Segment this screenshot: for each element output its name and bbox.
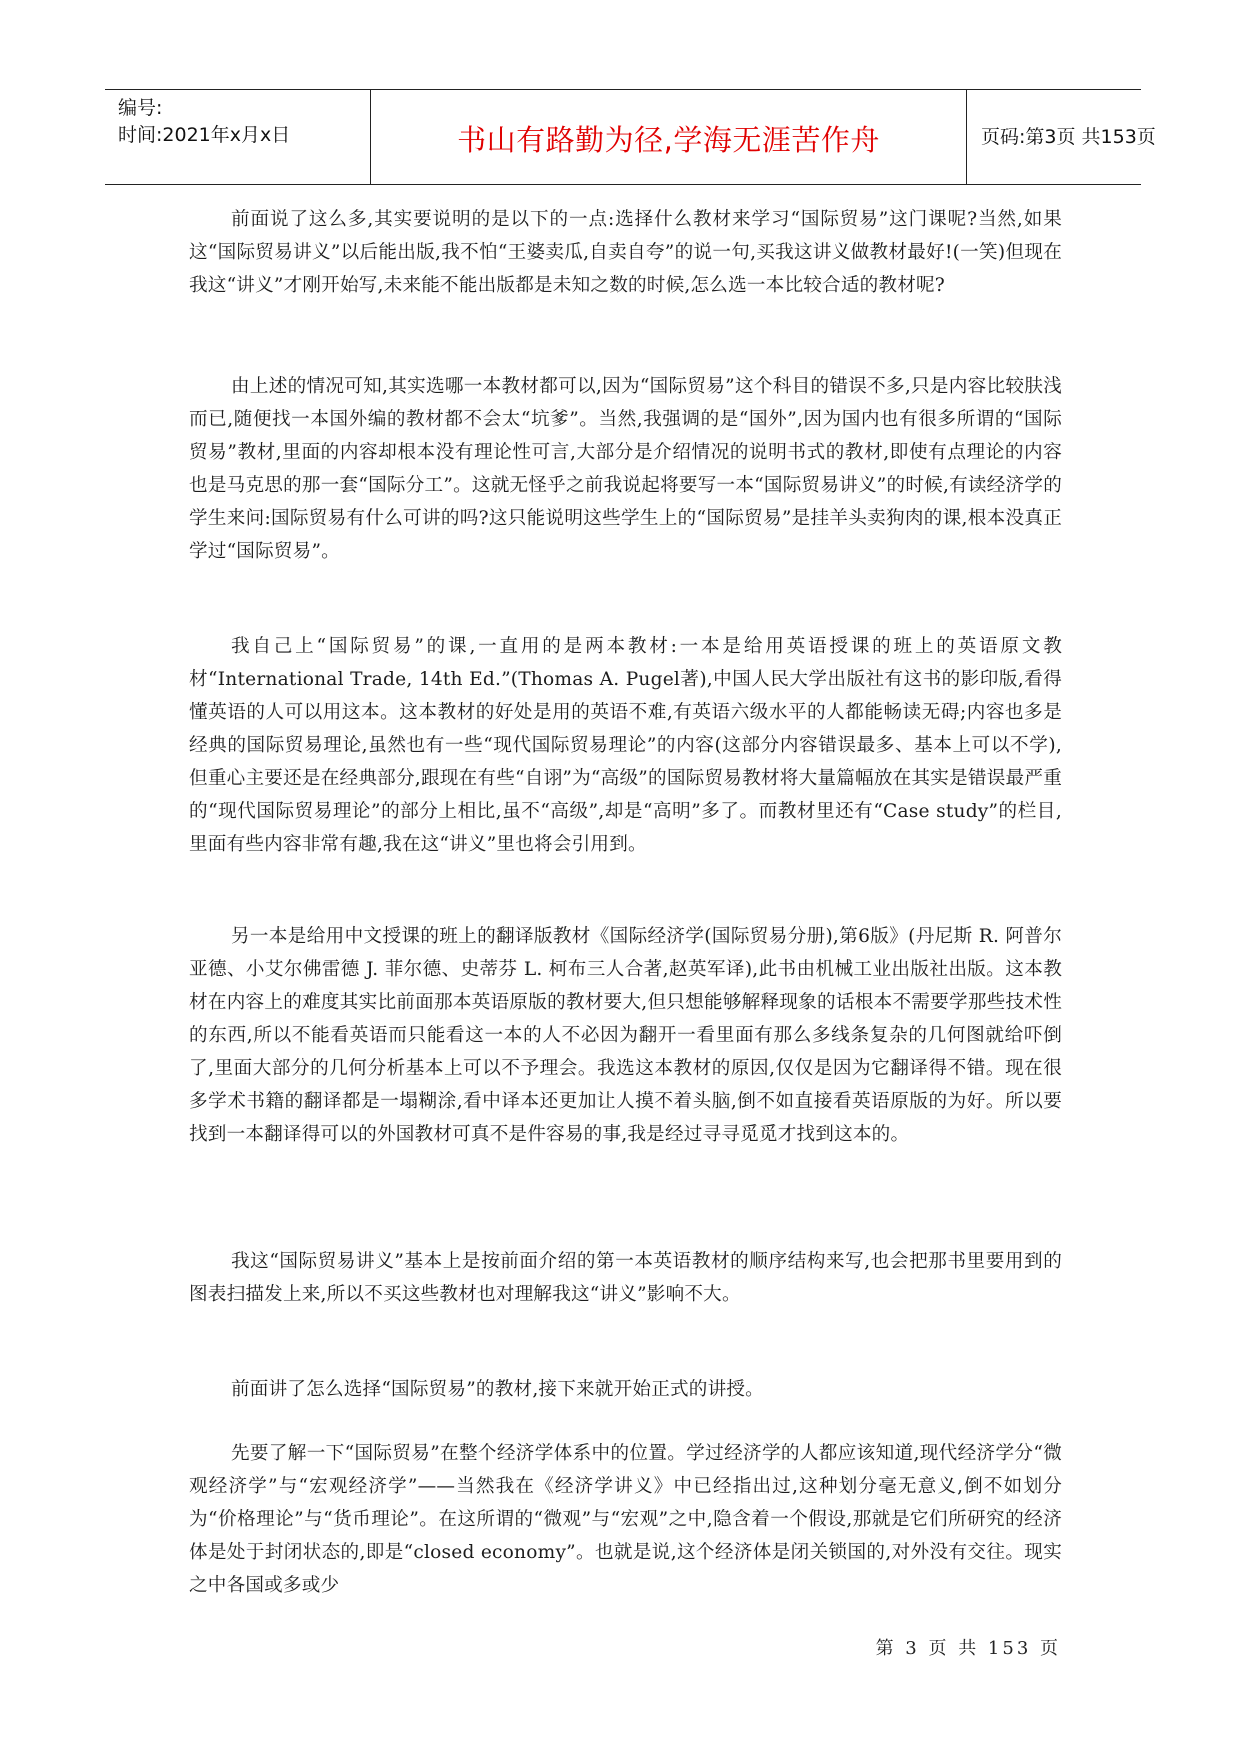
header-info-cell [105,90,370,184]
paragraph-1: 前面说了这么多,其实要说明的是以下的一点:选择什么教材来学习“国际贸易”这门课呢?当然,如果这“国际贸易讲义”以后能出版,我不怕“王婆卖瓜,自卖自夸”的说一句,买我这讲义做教材最好!(一笑)但现在我这“讲义”才刚开始写,未来能不能出版都是未知之数的时候,怎么选一本比较合适的教材呢? [189,209,1062,296]
paragraph-block-7 [189,1437,1062,1602]
paragraph-4: 另一本是给用中文授课的班上的翻译版教材《国际经济学(国际贸易分册),第6版》(丹尼斯 R. 阿普尔亚德、小艾尔佛雷德 J. 菲尔德、史蒂芬 L. 柯布三人合著,赵英军译),此书由机械工业出版社出版。这本教材在内容上的难度其实比前面那本英语原版的教材要大,但只想能够解释现象的话根本不需要学那些技术性的东西,所以不能看英语而只能看这一本的人不必因为翻开一看里面有那么多线条复杂的几何图就给吓倒了,里面大部分的几何分析基本上可以不予理会。我选这本教材的原因,仅仅是因为它翻译得不错。现在很多学术书籍的翻译都是一塌糊涂,看中译本还更加让人摸不着头脑,倒不如直接看英语原版的为好。所以要找到一本翻译得可以的外国教材可真不是件容易的事,我是经过寻寻觅觅才找到这本的。 [189,926,1062,1145]
page-footer: 第 3 页 共 153 页 [875,1638,1061,1659]
time-label: 时间:2021年x月x日 [118,124,291,146]
header-motto-cell [370,90,967,184]
paragraph-block-2 [189,370,1062,568]
motto-text: 书山有路勤为径,学海无涯苦作舟 [457,123,880,157]
paragraph-block-6 [189,1373,1062,1406]
paragraph-block-3 [189,630,1062,861]
page-header [105,89,1156,185]
paragraph-6: 前面讲了怎么选择“国际贸易”的教材,接下来就开始正式的讲授。 [231,1379,764,1400]
serial-number-label: 编号: [118,97,163,119]
header-page-cell [967,90,1156,184]
paragraph-block-1 [189,203,1062,302]
paragraph-7: 先要了解一下“国际贸易”在整个经济学体系中的位置。学过经济学的人都应该知道,现代经济学分“微观经济学”与“宏观经济学”——当然我在《经济学讲义》中已经指出过,这种划分毫无意义,倒不如划分为“价格理论”与“货币理论”。在这所谓的“微观”与“宏观”之中,隐含着一个假设,那就是它们所研究的经济体是处于封闭状态的,即是“closed economy”。也就是说,这个经济体是闭关锁国的,对外没有交往。现实之中各国或多或少 [189,1443,1062,1596]
paragraph-2: 由上述的情况可知,其实选哪一本教材都可以,因为“国际贸易”这个科目的错误不多,只是内容比较肤浅而已,随便找一本国外编的教材都不会太“坑爹”。当然,我强调的是“国外”,因为国内也有很多所谓的“国际贸易”教材,里面的内容却根本没有理论性可言,大部分是介绍情况的说明书式的教材,即使有点理论的内容也是马克思的那一套“国际分工”。这就无怪乎之前我说起将要写一本“国际贸易讲义”的时候,有读经济学的学生来问:国际贸易有什么可讲的吗?这只能说明这些学生上的“国际贸易”是挂羊头卖狗肉的课,根本没真正学过“国际贸易”。 [189,376,1062,562]
paragraph-3: 我自己上“国际贸易”的课,一直用的是两本教材:一本是给用英语授课的班上的英语原文教材“International Trade, 14th Ed.”(Thomas A. Pugel著),中国人民大学出版社有这书的影印版,看得懂英语的人可以用这本。这本教材的好处是用的英语不难,有英语六级水平的人都能畅读无碍;内容也多是经典的国际贸易理论,虽然也有一些“现代国际贸易理论”的内容(这部分内容错误最多、基本上可以不学),但重心主要还是在经典部分,跟现在有些“自诩”为“高级”的国际贸易教材将大量篇幅放在其实是错误最严重的“现代国际贸易理论”的部分上相比,虽不“高级”,却是“高明”多了。而教材里还有“Case study”的栏目,里面有些内容非常有趣,我在这“讲义”里也将会引用到。 [189,636,1062,855]
paragraph-block-4 [189,920,1062,1151]
paragraph-5: 我这“国际贸易讲义”基本上是按前面介绍的第一本英语教材的顺序结构来写,也会把那书里要用到的图表扫描发上来,所以不买这些教材也对理解我这“讲义”影响不大。 [189,1251,1062,1305]
page-code: 页码:第3页 共153页 [981,126,1156,148]
paragraph-block-5 [189,1245,1062,1311]
